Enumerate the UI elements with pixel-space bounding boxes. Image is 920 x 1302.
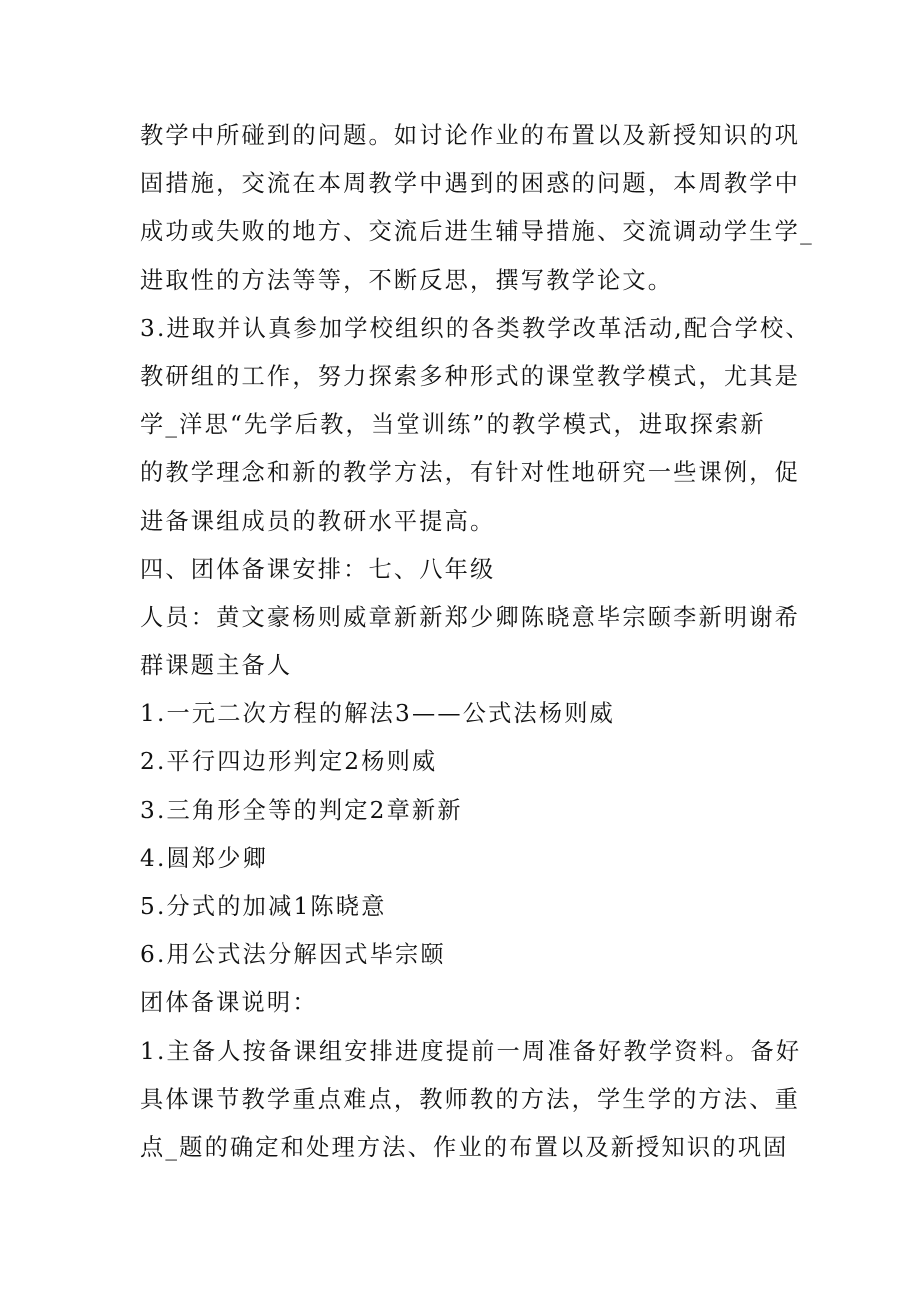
text-line: 的教学理念和新的教学方法，有针对性地研究一些课例，促 [140,459,801,487]
list-item: 3.三角形全等的判定2章新新 [140,796,463,824]
text-line: 学_洋思“先学后教，当堂训练”的教学模式，进取探索新 [140,411,766,439]
text-line: 成功或失败的地方、交流后进生辅导措施、交流调动学生学_ [140,218,814,246]
text-line: 教学中所碰到的问题。如讨论作业的布置以及新授知识的巩 [140,122,801,149]
text-line: 固措施，交流在本周教学中遇到的困惑的问题，本周教学中 [140,170,801,198]
text-line: 点_题的确定和处理方法、作业的布置以及新授知识的巩固 [140,1133,789,1161]
text-line: 具体课节教学重点难点，教师教的方法，学生学的方法、重 [140,1085,801,1113]
document-page [140,112,814,1172]
list-item: 1.一元二次方程的解法3——公式法杨则威 [140,700,616,728]
section-heading: 四、团体备课安排：七、八年级 [140,555,496,583]
text-line: 3.进取并认真参加学校组织的各类教学改革活动,配合学校、 [140,314,811,342]
list-item: 6.用公式法分解因式毕宗颐 [140,941,446,969]
text-line: 教研组的工作，努力探索多种形式的课堂教学模式，尤其是 [140,362,801,390]
text-line: 人员：黄文豪杨则威章新新郑少卿陈晓意毕宗颐李新明谢希 [140,603,801,631]
list-item: 4.圆郑少卿 [140,844,269,872]
text-line: 进备课组成员的教研水平提高。 [140,507,496,535]
text-line: 群课题主备人 [140,652,293,680]
list-item: 2.平行四边形判定2杨则威 [140,748,438,776]
text-line: 1.主备人按备课组安排进度提前一周准备好教学资料。备好 [140,1037,802,1065]
text-line: 进取性的方法等等，不断反思，撰写教学论文。 [140,266,674,294]
section-heading: 团体备课说明： [140,989,318,1017]
list-item: 5.分式的加减1陈晓意 [140,893,387,920]
